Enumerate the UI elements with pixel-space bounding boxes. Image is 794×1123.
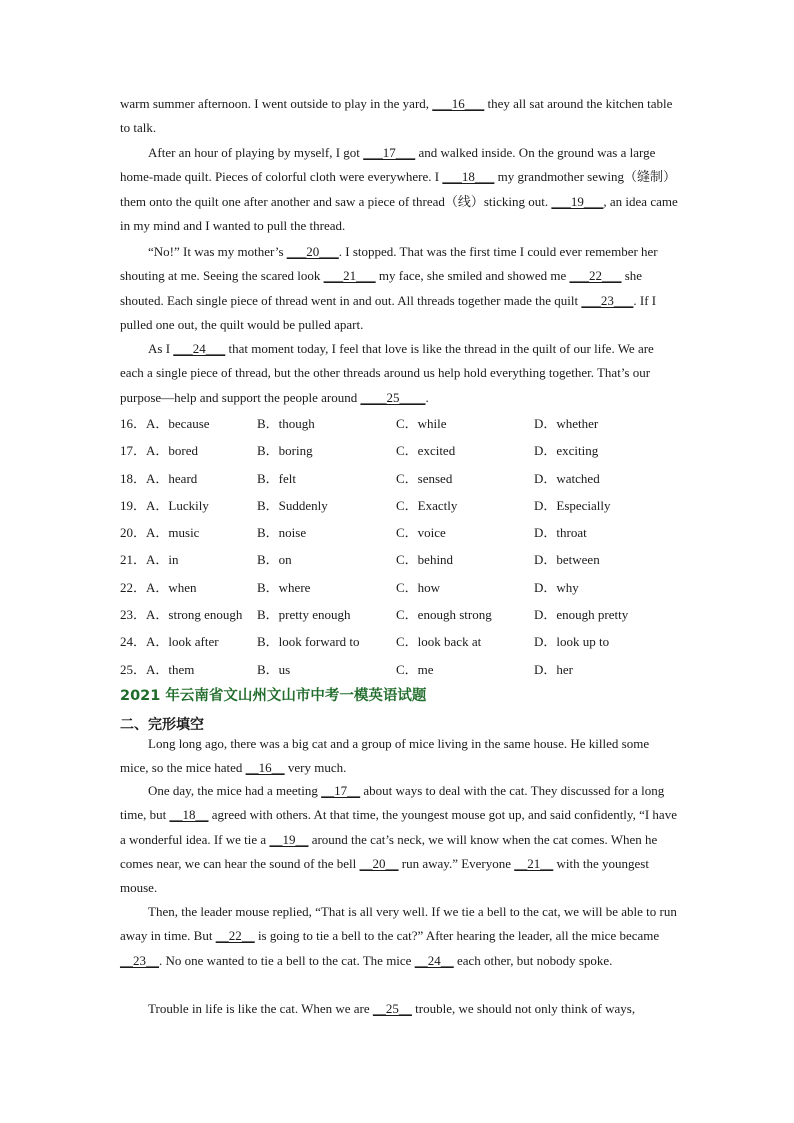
blank-18: ___18___ <box>442 169 495 185</box>
option-row-19: 19．A．Luckily B．Suddenly C．Exactly D．Especially <box>120 497 611 513</box>
blank-24: __24__ <box>414 952 454 968</box>
blank-20: ___20___ <box>286 244 339 259</box>
blank-17: __17__ <box>321 783 361 798</box>
passage1-paragraph-4: As I ___24___ that moment today, I feel that love is like the thread in the quilt of our life. We are each a single piece of thread, but the other threads around us help hold everything together. That’s our purpose—help and support the people around ____25____. <box>120 341 654 405</box>
option-row-23: 23．A．strong enough B．pretty enough C．enough strong D．enough pretty <box>120 607 629 623</box>
option-row-18: 18．A．heard B．felt C．sensed D．watched <box>120 470 600 486</box>
answer-options <box>120 410 680 683</box>
option-row-22: 22．A．when B．where C．how D．why <box>120 579 579 595</box>
blank-17: ___17___ <box>363 145 416 160</box>
option-row-24: 24．A．look after B．look forward to C．look back at D．look up to <box>120 634 610 650</box>
blank-16: __16__ <box>245 760 285 776</box>
blank-22: __22__ <box>215 928 255 944</box>
blank-19: ___19___ <box>551 193 604 209</box>
exam-title: 2021 年云南省文山州文山市中考一模英语试题 <box>120 688 427 704</box>
blank-24: ___24___ <box>173 341 226 356</box>
blank-18: __18__ <box>169 807 209 823</box>
passage2-paragraph-4: Trouble in life is like the cat. When we are __25__ trouble, we should not only think of ways, <box>148 1001 636 1016</box>
blank-25: ____25____ <box>360 389 426 405</box>
passage2-paragraph-1: Long long ago, there was a big cat and a group of mice living in the same house. He killed some mice, so the mice hated __16__ very much. <box>120 736 650 776</box>
blank-22: ___22___ <box>569 268 622 284</box>
passage2-paragraph-3: Then, the leader mouse replied, “That is all very well. If we tie a bell to the cat, we will be able to run away in time. But __22__ is going to tie a bell to the cat?” After hearing the leader, all the mice became __23__. No one wanted to tie a bell to the cat. The mice __24__ each other, but nobody spoke. <box>120 904 677 968</box>
blank-19: __19__ <box>269 831 309 847</box>
blank-23: ___23___ <box>581 292 634 308</box>
blank-23: __23__ <box>120 952 159 968</box>
blank-20: __20__ <box>359 855 399 871</box>
passage1-paragraph-1: warm summer afternoon. I went outside to play in the yard, ___16___ they all sat around the kitchen table to talk. <box>120 96 673 136</box>
section-heading: 二、完形填空 <box>120 717 204 733</box>
blank-25: __25__ <box>372 1001 412 1016</box>
blank-16: ___16___ <box>432 96 485 111</box>
passage1-paragraph-2: After an hour of playing by myself, I got ___17___ and walked inside. On the ground was a large home-made quilt. Pieces of colorful cloth were everywhere. I ___18___ my grandmother sewing（缝制）them onto the quilt one after another and saw a piece of thread（线）sticking out. ___19___, an idea came in my mind and I wanted to pull the thread. <box>120 145 678 233</box>
option-row-25: 25．A．them B．us C．me D．her <box>120 661 573 677</box>
option-row-21: 21．A．in B．on C．behind D．between <box>120 552 600 568</box>
option-row-16: 16．A．because B．though C．while D．whether <box>120 416 599 431</box>
option-row-20: 20．A．music B．noise C．voice D．throat <box>120 525 587 541</box>
blank-21: ___21___ <box>323 268 376 284</box>
passage2-paragraph-2: One day, the mice had a meeting __17__ about ways to deal with the cat. They discussed for a long time, but __18__ agreed with others. At that time, the youngest mouse got up, and said confidently, “I have a wonderful idea. If we tie a __19__ around the cat’s neck, we will know when the cat comes. When he comes near, we can hear the sound of the bell __20__ run away.” Everyone __21__ with the youngest mouse. <box>120 783 677 896</box>
blank-21: __21__ <box>514 855 554 871</box>
passage1-paragraph-3: “No!” It was my mother’s ___20___. I stopped. That was the first time I could ever remember her shouting at me. Seeing the scared look ___21___ my face, she smiled and showed me ___22___ she shouted. Each single piece of thread went in and out. All threads together made the quilt ___23___. If I pulled one out, the quilt would be pulled apart. <box>120 244 658 332</box>
option-row-17: 17．A．bored B．boring C．excited D．exciting <box>120 443 599 459</box>
